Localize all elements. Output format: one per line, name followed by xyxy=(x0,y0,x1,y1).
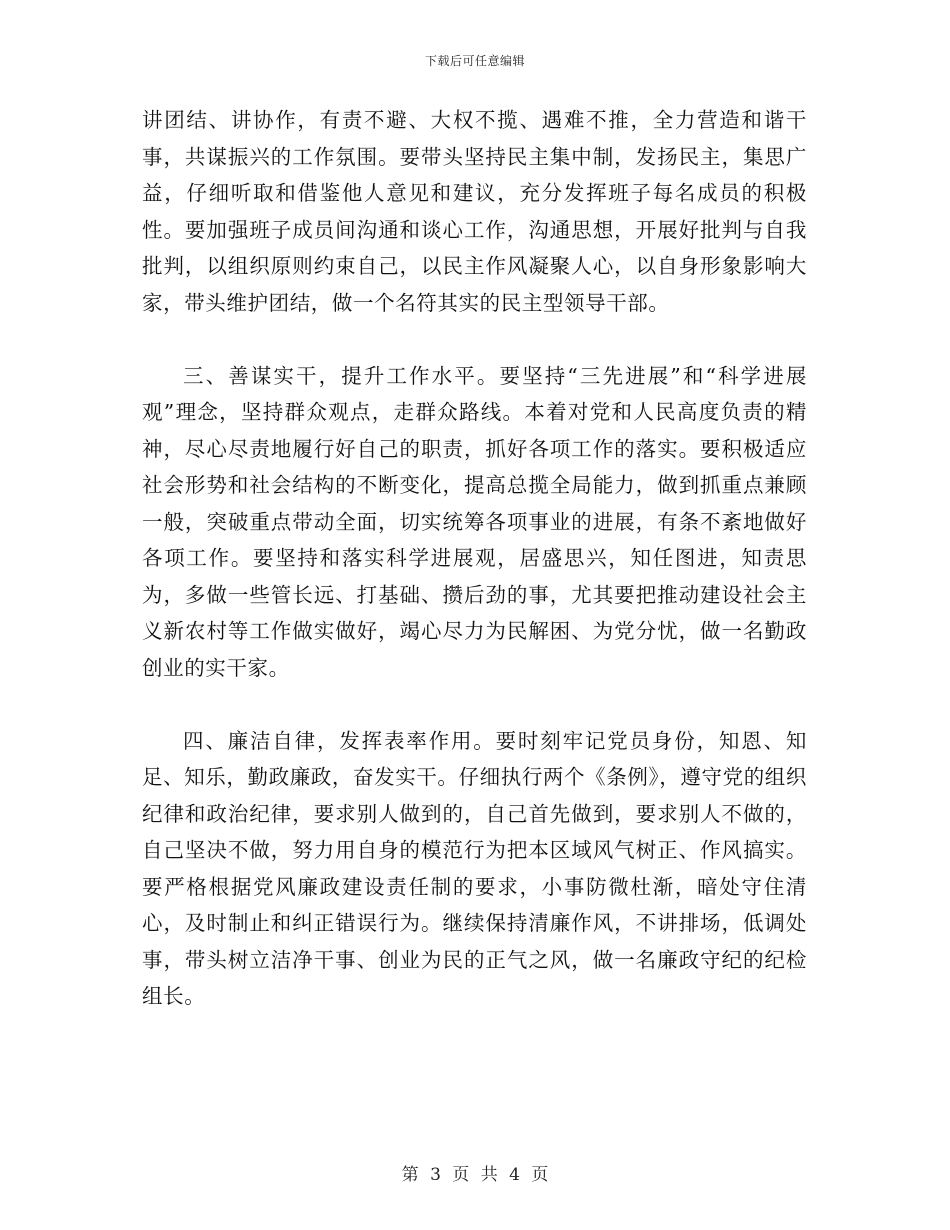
paragraph-section-four: 四、廉洁自律，发挥表率作用。要时刻牢记党员身份，知恩、知足、知乐，勤政廉政，奋发实干。仔细执行两个《条例》，遵守党的组织纪律和政治纪律，要求别人做到的，自己首先做到，要求别人不做的，自己坚决不做，努力用自身的模范行为把本区域风气树正、作风搞实。要严格根据党风廉政建设责任制的要求，小事防微杜渐，暗处守住清心，及时制止和纠正错误行为。继续保持清廉作风，不讲排场，低调处事，带头树立洁净干事、创业为民的正气之风，做一名廉政守纪的纪检组长。 xyxy=(142,728,807,1008)
paragraph-section-three: 三、善谋实干，提升工作水平。要坚持“三先进展”和“科学进展观”理念，坚持群众观点，走群众路线。本着对党和人民高度负责的精神，尽心尽责地履行好自己的职责，抓好各项工作的落实。要积极适应社会形势和社会结构的不断变化，提高总揽全局能力，做到抓重点兼顾一般，突破重点带动全面，切实统筹各项事业的进展，有条不紊地做好各项工作。要坚持和落实科学进展观，居盛思兴，知任图进，知责思为，多做一些管长远、打基础、攒后劲的事，尤其要把推动建设社会主义新农村等工作做实做好，竭心尽力为民解困、为党分忧，做一名勤政创业的实干家。 xyxy=(142,363,807,680)
document-body xyxy=(142,102,807,1015)
page-number-footer: 第 3 页 共 4 页 xyxy=(401,1165,549,1185)
paragraph-spacer xyxy=(142,321,807,358)
paragraph-unity: 讲团结、讲协作，有责不避、大权不揽、遇难不推，全力营造和谐干事，共谋振兴的工作氛围。要带头坚持民主集中制，发扬民主，集思广益，仔细听取和借鉴他人意见和建议，充分发挥班子每名成员的积极性。要加强班子成员间沟通和谈心工作，沟通思想，开展好批判与自我批判，以组织原则约束自己，以民主作风凝聚人心，以自身形象影响大家，带头维护团结，做一个名符其实的民主型领导干部。 xyxy=(142,108,807,315)
paragraph-spacer xyxy=(142,686,807,723)
page-header: 下载后可任意编辑 xyxy=(424,54,525,68)
